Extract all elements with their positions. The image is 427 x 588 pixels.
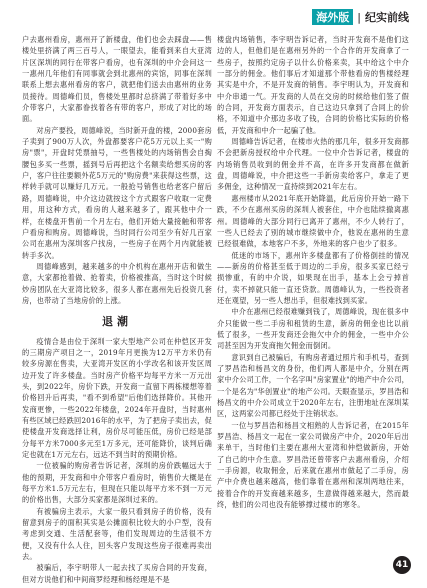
header-separator: | (357, 10, 361, 24)
article-paragraph: 户去惠州看房，惠州开了新楼盘，他们也会去踩盘——售楼处里挤满了两三百号人，一眼望去，能看到来自大亚湾片区深圳的同行在带客户看房，也有深圳的中介会问这一一惠州几年他们有同事就会到北惠州的宾馆，同事在深圳联系上想去惠州看房的客户，就把他们送去由惠州的业务员接待。周德峰们员，售楼处里都时总挤满了带着好多中介带客户，大家都眷找着各有带的客户，形成了对比的场面。 (22, 35, 212, 124)
article-paragraph: 对房产要投，周德峰说，当时新开盘的楼，2000套房子卖到了900万人次，外盘都要客户花5万元以上买一"购房"票"，开盘时凭票抽号，一些售楼处的内场销售会自掏腰包多买一些票，摇到号后再把这个名额卖给想买房的客户，客户往往要额外花5万元的"购房费"来获得这些票，这样转手就可以赚好几万元。一般抢号销售也给老客户留后路，周德峰说，中介这边就按这个方式跟客户收取一定费用，用这种方式，看房的人越来越多了，跟其他中介一样，在楼盘开售前一个月左右，他们开始大量接触和带客户看房和购房。周德峰说，当时同行公司至少有好几百家公司在惠州为深圳客户找房，一些房子在两个月内就能被转手多次。 (22, 125, 212, 260)
page-number: 41 (393, 556, 411, 574)
article-paragraph: 楼盘内场销售，李宇明告诉记者，当时开发商不是他们这边的人，但他们是在惠州另外的一个合作的开发商拿了一些房子，按照约定房子以什么价格来卖，其中给这个中介一部分的佣金。他们事后才知道那个带他看房的售楼经理其实是中介，不是开发商的销售。李宇明认为，开发商和中介串通一气。开发商的人员在交房的时候给他们签了假的合同，开发商方面表示，自己这边只拿到了合同上的价格，不知道中介那边多收了钱，合同的价格比实际的价格低，开发商和中介一起骗了他。 (217, 35, 409, 135)
article-paragraph: 一位与罗昌浩和杨昌文相熟的人告诉记者，在2015年罗昌浩、杨昌文一起在一家公司做房产中介，2020年后出来单干，当时他们主要在惠州大亚湾和仲恺做新房，开始了自己的中介生意。罗昌浩还曾带客户去惠州看房，介绍一手房源，收取佣金，后来就在惠州市做起了二手房，房产中介费也越来越高，他们靠着在惠州和深圳两地往来，接着合作的开发商越来越多，生意做得越来越大，然而最终，他们的公司也没有能够撑过楼市的寒冬。 (217, 420, 409, 510)
section-heading: 退潮 (102, 315, 132, 329)
article-paragraph: 低迷的市场下，惠州许多楼盘都有了价格倒挂的情况——新房的价格甚至低于周边的二手房，很多买家已经亏损惨重，有的中介说，如果现在出手，基本上会亏掉首付，卖不掉就只能一直还贷款。周德峰认为，一些投资者还在观望，另一些人想出手，但很难找到买家。 (217, 250, 409, 305)
article-paragraph: 意识到自己被骗后，有购房者通过照片和手机号，查到了罗昌浩和杨昌文的身份，他们两人都是中介，分别在两家中介公司工作，一个名字叫"房家置业"的地产中介公司，一个是名为"华创置业"的地产公司。天眼查显示，罗昌浩和杨昌文的中介公司成立于2020年左右，注册地址在深圳某区，这两家公司都已经处于注销状态。 (217, 352, 409, 419)
article-paragraph: 周德峰感到，越来越多的中介机构在惠州开店和做生意，大家都抢着做、抢着卖，价格被推高，当时这个时候炒房团队在大亚湾比较多，很多人都在惠州先后投资几套房，也带动了当地房价的上涨。 (22, 261, 212, 305)
article-paragraph: 一位被骗的购房者告诉记者，深圳的房价跌幅远大于他的预期，开发商和中介带客户看房时，销售价大概是在每平方米1.5万元左右，但现在只能以每平方米不到一万元的价格出售，大部分买家都是深圳过来的。 (22, 461, 212, 505)
section-badge: 海外版 (312, 9, 353, 25)
right-column (217, 34, 409, 510)
article-paragraph: 有被骗房主表示，大家一般只看到房子的价格，没有留意到房子的面积其实是公摊面积比较大的小户型，没有考虑到交通、生活配套等，他们发现周边的生活很不方便，又没有什么人住，回头客户发现这些房子很难再卖出去。 (22, 506, 212, 562)
left-column (22, 34, 212, 585)
page-header (312, 6, 409, 28)
article-paragraph: 惠州楼市从2021年底开始降温，此后房价开始一路下跌，不少在惠州买房的深圳人被套住，中介也陆续撤离惠州。周德峰的大部分同行已离开了惠州，不少人转行了，一些人已经去了别的城市继续做中介，他说在惠州的生意已经很难做，本地客户不多，外地来的客户也少了很多。 (217, 193, 409, 249)
article-paragraph: 中介在惠州已经很难赚到钱了，周德峰说，现在很多中介只能做一些二手房和租赁的生意，新房的佣金也比以前低了很多，一些开发商还会拖欠中介的佣金，一些中介公司甚至因为开发商拖欠佣金而倒闭。 (217, 307, 409, 351)
column-title: 纪实前线 (365, 11, 409, 24)
article-paragraph: 疫情合是由位于深圳一家大型地产公司在仲恺区开发的三期房产项目之一，2019年月更换为12万平方米仍有较多房源在售卖，大亚湾开发区的小学改名和该开发区周边开发了许多楼盘。当时房产价格平均每平方米一万元出头，到2022年，房价下跌，开发商一直留下两栋楼想等着价格回升后再卖，"看不到希望"后他们选择降价。其他开发商更惨，一些2022年楼盘，2024年开盘时，当时惠州有些区域已经跌回2016年的水平，为了把房子卖出去，促使楼盘开发商选择让利，房价尽可能压低，房价已经是部分每平方米7000多元至1万多元，还可能降价，谈判后确定也就在1万元左右，远达不到当时的预期价格。 (22, 336, 212, 460)
article-paragraph: 周德峰告诉记者，在楼市火热的那几年，很多开发商都不会把新房授权给中介代理。一位中介告诉记者，楼盘的内场销售员收到的佣金并不高，在许多开发商都在做新盘，周德峰说，中介把这些一手新房卖给客户，拿走了更多佣金，这种情况一直持续到2021年左右。 (217, 137, 409, 192)
article-paragraph: 被骗后，李宇明带人一起去找了买房合同的开发商，但对方说他们和中间商罗经理和杨经理是不是 (22, 563, 212, 584)
